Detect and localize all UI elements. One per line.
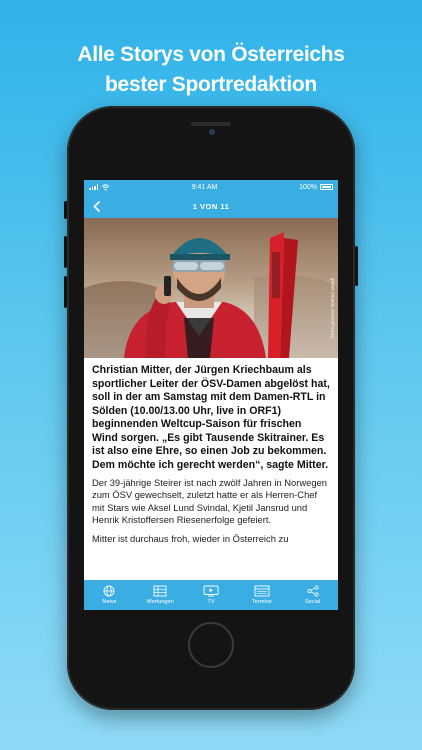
tab-termine[interactable] bbox=[237, 585, 287, 605]
article-paragraph-2: Mitter ist durchaus froh, wieder in Österreich zu bbox=[92, 532, 289, 544]
article-paragraph-1: Der 39-jährige Steirer ist nach zwölf Jahren in Norwegen zum ÖSV gewechselt, zuletzt hatte er als Herren-Chef mit Stars wie Aksel Lund Svindal, Kjetil Jansrud und Henrik Kristoffersen Riesenerfolge gefeiert. bbox=[92, 477, 328, 526]
volume-up-button bbox=[64, 236, 67, 268]
status-time: 9:41 AM bbox=[191, 183, 218, 191]
tab-wertungen[interactable] bbox=[135, 585, 185, 605]
nav-bar bbox=[84, 194, 338, 218]
tv-icon bbox=[203, 585, 219, 597]
front-camera bbox=[209, 129, 215, 135]
photo-credit: GEPA pictures/ Mathias Mandl bbox=[330, 278, 335, 339]
calendar-icon bbox=[254, 585, 270, 597]
tab-news-label: News bbox=[102, 599, 117, 605]
tab-tv-label: TV bbox=[207, 599, 215, 605]
article-photo[interactable] bbox=[84, 218, 338, 358]
home-button[interactable] bbox=[188, 622, 234, 668]
tab-wertungen-label: Wertungen bbox=[146, 599, 174, 605]
promo-line-2: bester Sportredaktion bbox=[105, 73, 317, 96]
mute-switch bbox=[64, 201, 67, 219]
page-counter: 1 VON 11 bbox=[192, 201, 230, 211]
tab-social-label: Social bbox=[304, 599, 321, 605]
wifi-icon bbox=[101, 184, 110, 191]
globe-icon bbox=[103, 585, 115, 597]
tab-termine-label: Termine bbox=[251, 599, 272, 605]
tab-social[interactable] bbox=[288, 585, 338, 605]
athlete-photo-illustration bbox=[84, 218, 338, 358]
volume-down-button bbox=[64, 276, 67, 308]
signal-icon bbox=[89, 184, 98, 190]
share-icon bbox=[307, 585, 319, 597]
battery-icon bbox=[320, 184, 333, 190]
status-bar bbox=[84, 180, 338, 194]
app-screen bbox=[84, 180, 338, 610]
chevron-left-icon bbox=[93, 201, 100, 212]
table-icon bbox=[153, 585, 167, 597]
battery-percent: 100% bbox=[299, 183, 317, 191]
article-body bbox=[84, 358, 338, 545]
phone-frame bbox=[67, 106, 355, 710]
tab-news[interactable] bbox=[84, 585, 134, 605]
tab-bar bbox=[84, 580, 338, 610]
earpiece-speaker bbox=[191, 122, 231, 126]
promo-headline bbox=[0, 40, 422, 100]
article-lead: Christian Mitter, der Jürgen Kriechbaum als sportlicher Leiter der ÖSV-Damen abgelöst hat, soll in der am Samstag mit dem Damen-RTL in Sölden (10.00/13.00 Uhr, live in ORF1) beginnenden Weltcup-Saison für frischen Wind sorgen. „Es gibt Tausende Skitrainer. Es ist also eine Ehre, so einen Job zu bekommen. Dem möchte ich gerecht werden“, sagte Mitter. bbox=[92, 364, 330, 471]
back-button[interactable] bbox=[88, 197, 104, 215]
power-button bbox=[355, 246, 358, 286]
promo-line-1: Alle Storys von Österreichs bbox=[77, 43, 345, 66]
tab-tv[interactable] bbox=[186, 585, 236, 605]
